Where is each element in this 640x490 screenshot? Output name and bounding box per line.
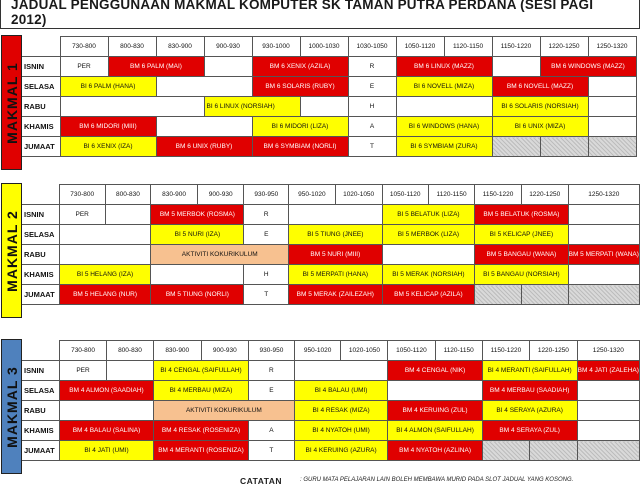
schedule-cell: [568, 225, 639, 245]
table-row: [22, 225, 640, 245]
schedule-cell: A: [348, 117, 396, 137]
time-slot: 1150-1220: [475, 185, 522, 205]
time-slot: 1050-1120: [382, 185, 428, 205]
schedule-cell: [568, 265, 639, 285]
table-row: [22, 137, 636, 157]
time-slot: 930-1000: [252, 37, 300, 57]
schedule-cell: [492, 137, 540, 157]
table-row: [22, 381, 640, 401]
time-slot: 730-800: [59, 185, 105, 205]
schedule-cell: R: [348, 57, 396, 77]
schedule-cell: BI 5 TIUNG (JNEE): [289, 225, 382, 245]
time-slot: 1020-1050: [341, 341, 388, 361]
time-slot: 1030-1050: [348, 37, 396, 57]
schedule-cell: [204, 57, 252, 77]
schedule-cell: [588, 137, 636, 157]
schedule-cell: BM 4 JATI (ZALEHA): [577, 361, 639, 381]
schedule-cell: PER: [60, 57, 108, 77]
schedule-cell: [294, 361, 388, 381]
schedule-cell: AKTIVITI KOKURIKULUM: [153, 401, 294, 421]
schedule-cell: [530, 441, 577, 461]
schedule-cell: [156, 117, 252, 137]
schedule-cell: BM 6 SOLARIS (RUBY): [252, 77, 348, 97]
time-slot: 1220-1250: [530, 341, 577, 361]
schedule-cell: BI 5 NURI (IZA): [151, 225, 244, 245]
time-slot: 1000-1030: [300, 37, 348, 57]
time-slot: 900-930: [197, 185, 244, 205]
schedule-cell: [105, 205, 151, 225]
lab-2-label: MAKMAL 2: [1, 183, 22, 318]
schedule-cell: BM 4 ALMON (SAADIAH): [60, 381, 154, 401]
page-title-bar: [0, 0, 640, 27]
schedule-cell: [151, 265, 244, 285]
table-row: [22, 77, 636, 97]
schedule-cell: BI 4 BALAU (UMI): [294, 381, 388, 401]
time-slot: 830-900: [156, 37, 204, 57]
day-label: ISNIN: [22, 361, 60, 381]
schedule-cell: BI 4 MERBAU (MIZA): [153, 381, 248, 401]
schedule-cell: [300, 97, 348, 117]
schedule-cell: BI 6 UNIX (MIZA): [492, 117, 588, 137]
schedule-cell: H: [348, 97, 396, 117]
schedule-cell: BI 6 PALM (HANA): [60, 77, 156, 97]
schedule-cell: BI 4 JATI (UMI): [60, 441, 154, 461]
footnote: [0, 474, 640, 488]
day-label: ISNIN: [22, 57, 60, 77]
lab-1-label: MAKMAL 1: [1, 35, 22, 170]
day-label: RABU: [22, 401, 60, 421]
schedule-cell: PER: [60, 361, 107, 381]
schedule-cell: [382, 245, 475, 265]
schedule-cell: [482, 441, 529, 461]
time-slot: 1220-1250: [540, 37, 588, 57]
time-slot: 830-900: [153, 341, 201, 361]
schedule-cell: BM 6 UNIX (RUBY): [156, 137, 252, 157]
time-slot: 1020-1050: [335, 185, 382, 205]
schedule-cell: [60, 97, 204, 117]
schedule-cell: [588, 117, 636, 137]
schedule-cell: [475, 285, 522, 305]
schedule-cell: BI 5 BANGAU (NORSIAH): [475, 265, 568, 285]
schedule-cell: [577, 441, 639, 461]
time-slot: 900-930: [201, 341, 249, 361]
time-slot: 930-950: [249, 341, 295, 361]
schedule-cell: BI 6 WINDOWS (HANA): [396, 117, 492, 137]
schedule-cell: BI 6 NOVELL (MIZA): [396, 77, 492, 97]
lab-3-label: MAKMAL 3: [1, 339, 22, 474]
schedule-cell: BM 4 CENGAL (NIK): [388, 361, 482, 381]
lab-2-time-header: [22, 185, 640, 205]
time-slot: 1050-1120: [396, 37, 444, 57]
time-slot: 1120-1150: [435, 341, 482, 361]
time-slot: 1120-1150: [428, 185, 474, 205]
lab-3-table: [22, 340, 640, 461]
schedule-cell: BM 4 BALAU (SALINA): [60, 421, 154, 441]
schedule-cell: BI 4 MERANTI (SAIFULLAH): [482, 361, 577, 381]
schedule-cell: BM 6 MIDORI (MIII): [60, 117, 156, 137]
schedule-cell: BM 5 MERBOK (ROSMA): [151, 205, 244, 225]
lab-3-time-header: [22, 341, 640, 361]
day-label: ISNIN: [22, 205, 59, 225]
schedule-cell: [588, 77, 636, 97]
schedule-cell: BM 5 HELANG (NUR): [59, 285, 151, 305]
table-row: [22, 285, 640, 305]
schedule-cell: BI 5 MERPATI (HANA): [289, 265, 382, 285]
day-label: JUMAAT: [22, 285, 59, 305]
schedule-cell: [577, 381, 639, 401]
schedule-cell: BM 6 NOVELL (MAZZ): [492, 77, 588, 97]
schedule-cell: A: [249, 421, 295, 441]
corner-cell: [22, 341, 60, 361]
time-slot: 1250-1320: [568, 185, 639, 205]
table-row: [22, 97, 636, 117]
schedule-cell: [577, 421, 639, 441]
schedule-cell: BI 5 BELATUK (LIZA): [382, 205, 475, 225]
schedule-cell: BM 5 BELATUK (ROSMA): [475, 205, 568, 225]
schedule-cell: BM 5 MERAK (ZAILEZAH): [289, 285, 382, 305]
time-slot: 900-930: [204, 37, 252, 57]
table-row: [22, 421, 640, 441]
time-slot: 730-800: [60, 37, 108, 57]
schedule-cell: BI 4 ALMON (SAIFULLAH): [388, 421, 482, 441]
schedule-cell: [492, 57, 540, 77]
schedule-cell: BM 6 XENIX (AZILA): [252, 57, 348, 77]
table-row: [22, 265, 640, 285]
day-label: JUMAAT: [22, 441, 60, 461]
schedule-cell: [59, 225, 151, 245]
schedule-cell: BM 6 PALM (MAI): [108, 57, 204, 77]
schedule-cell: T: [244, 285, 289, 305]
schedule-cell: BM 4 SERAYA (ZUL): [482, 421, 577, 441]
table-row: [22, 361, 640, 381]
time-slot: 800-830: [107, 341, 154, 361]
corner-cell: [22, 185, 59, 205]
schedule-cell: BM 5 KELICAP (AZILA): [382, 285, 475, 305]
time-slot: 1250-1320: [577, 341, 639, 361]
corner-cell: [22, 37, 60, 57]
time-slot: 800-830: [105, 185, 151, 205]
schedule-cell: E: [244, 225, 289, 245]
schedule-cell: [156, 77, 252, 97]
schedule-cell: BM 4 RESAK (ROSENIZA): [153, 421, 248, 441]
schedule-cell: BI 6 XENIX (IZA): [60, 137, 156, 157]
lab-2-table: [22, 184, 640, 305]
page-title: JADUAL PENGGUNAAN MAKMAL KOMPUTER SK TAMAN PUTRA PERDANA (SESI PAGI 2012): [0, 0, 640, 29]
time-slot: 1150-1220: [492, 37, 540, 57]
day-label: JUMAAT: [22, 137, 60, 157]
schedule-cell: [388, 381, 482, 401]
table-row: [22, 57, 636, 77]
schedule-cell: [568, 285, 639, 305]
time-slot: 1120-1150: [444, 37, 492, 57]
schedule-cell: BI 4 CENGAL (SAIFULLAH): [153, 361, 248, 381]
schedule-cell: BI 5 KELICAP (JNEE): [475, 225, 568, 245]
schedule-cell: BI 4 KERUING (AZURA): [294, 441, 388, 461]
schedule-cell: H: [244, 265, 289, 285]
schedule-cell: BI 5 MERAK (NORSIAH): [382, 265, 475, 285]
schedule-cell: [59, 245, 151, 265]
schedule-cell: BM 5 TIUNG (NORLI): [151, 285, 244, 305]
schedule-cell: BM 6 LINUX (MAZZ): [396, 57, 492, 77]
day-label: SELASA: [22, 381, 60, 401]
time-slot: 950-1020: [289, 185, 336, 205]
time-slot: 1050-1120: [388, 341, 435, 361]
schedule-cell: BI 5 HELANG (IZA): [59, 265, 151, 285]
schedule-cell: BM 5 NURI (MIII): [289, 245, 382, 265]
schedule-cell: [568, 205, 639, 225]
schedule-cell: PER: [59, 205, 105, 225]
time-slot: 950-1020: [294, 341, 341, 361]
schedule-cell: AKTIVITI KOKURIKULUM: [151, 245, 289, 265]
schedule-cell: [60, 401, 154, 421]
schedule-cell: BM 4 KERUING (ZUL): [388, 401, 482, 421]
day-label: RABU: [22, 97, 60, 117]
schedule-cell: T: [348, 137, 396, 157]
day-label: SELASA: [22, 77, 60, 97]
schedule-cell: R: [244, 205, 289, 225]
time-slot: 1150-1220: [482, 341, 529, 361]
day-label: RABU: [22, 245, 59, 265]
table-row: [22, 117, 636, 137]
schedule-cell: BM 4 MERBAU (SAADIAH): [482, 381, 577, 401]
lab-1-time-header: [22, 37, 636, 57]
schedule-cell: [289, 205, 382, 225]
table-row: [22, 441, 640, 461]
table-row: [22, 245, 640, 265]
schedule-cell: BI 6 LINUX (NORSIAH): [204, 97, 300, 117]
schedule-cell: BM 6 WINDOWS (MAZZ): [540, 57, 636, 77]
schedule-cell: [107, 361, 154, 381]
table-row: [22, 401, 640, 421]
day-label: KHAMIS: [22, 421, 60, 441]
table-row: [22, 205, 640, 225]
schedule-cell: BI 5 MERBOK (LIZA): [382, 225, 475, 245]
schedule-cell: BI 4 RESAK (MIZA): [294, 401, 388, 421]
day-label: KHAMIS: [22, 265, 59, 285]
footnote-label: CATATAN: [240, 476, 283, 486]
schedule-cell: E: [249, 381, 295, 401]
schedule-cell: R: [249, 361, 295, 381]
schedule-cell: BM 4 NYATOH (AZLINA): [388, 441, 482, 461]
schedule-cell: BM 6 SYMBIAM (NORLI): [252, 137, 348, 157]
schedule-cell: [521, 285, 568, 305]
schedule-cell: BI 6 SOLARIS (NORSIAH): [492, 97, 588, 117]
footnote-text: : GURU MATA PELAJARAN LAIN BOLEH MEMBAWA MURID PADA SLOT JADUAL YANG KOSONG.: [300, 477, 574, 483]
schedule-cell: [540, 137, 588, 157]
time-slot: 730-800: [60, 341, 107, 361]
schedule-cell: BM 5 BANGAU (WANA): [475, 245, 568, 265]
time-slot: 830-900: [151, 185, 198, 205]
lab-1-table: [22, 36, 637, 157]
schedule-cell: BI 4 NYATOH (UMI): [294, 421, 388, 441]
schedule-cell: BI 6 MIDORI (LIZA): [252, 117, 348, 137]
schedule-cell: [588, 97, 636, 117]
schedule-cell: BI 4 SERAYA (AZURA): [482, 401, 577, 421]
day-label: KHAMIS: [22, 117, 60, 137]
schedule-cell: [577, 401, 639, 421]
schedule-cell: E: [348, 77, 396, 97]
schedule-cell: T: [249, 441, 295, 461]
schedule-cell: BI 6 SYMBIAM (ZURA): [396, 137, 492, 157]
schedule-cell: BM 5 MERPATI (WANA): [568, 245, 639, 265]
time-slot: 800-830: [108, 37, 156, 57]
day-label: SELASA: [22, 225, 59, 245]
time-slot: 930-950: [244, 185, 289, 205]
schedule-cell: BM 4 MERANTI (ROSENIZA): [153, 441, 248, 461]
time-slot: 1250-1320: [588, 37, 636, 57]
schedule-cell: [396, 97, 492, 117]
time-slot: 1220-1250: [521, 185, 568, 205]
